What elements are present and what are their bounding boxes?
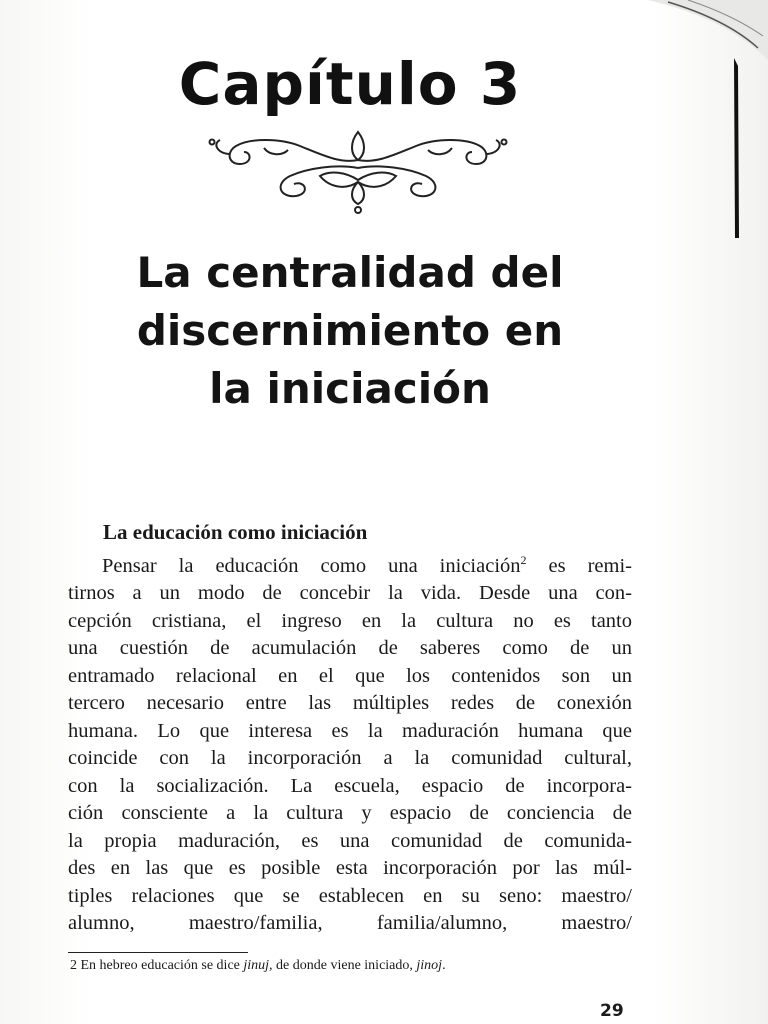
body-line: una cuestión de acumulación de saberes como de un — [68, 637, 632, 660]
section-heading: La educación como iniciación — [103, 520, 368, 544]
title-line: La centralidad del — [136, 248, 564, 297]
page-number: 29 — [600, 1001, 624, 1021]
body-line: tiples relaciones que se establecen en su seno: maestro/ — [68, 884, 632, 907]
body-text — [68, 547, 632, 938]
body-line: con la socialización. La escuela, espacio de incorpora- — [68, 774, 632, 797]
title-line: la iniciación — [209, 364, 491, 413]
body-line: tercero necesario entre las múltiples redes de conexión — [68, 692, 632, 715]
body-line: tirnos a un modo de concebir la vida. Desde una con- — [68, 582, 632, 605]
body-line: humana. Lo que interesa es la maduración humana que — [68, 719, 632, 742]
footnote: 2 En hebreo educación se dice jinuj, de donde viene iniciado, jinoj. — [70, 958, 446, 973]
body-line: la propia maduración, es una comunidad de comunida- — [68, 829, 632, 852]
chapter-title — [80, 244, 620, 418]
body-line: entramado relacional en el que los contenidos son un — [68, 664, 632, 687]
footnote-reference: 2 — [520, 553, 527, 567]
body-line: ción consciente a la cultura y espacio de conciencia de — [68, 802, 632, 825]
footnote-rule — [68, 952, 248, 953]
title-line: discernimiento en — [136, 306, 564, 355]
body-line: cepción cristiana, el ingreso en la cultura no es tanto — [68, 609, 632, 632]
body-line: alumno, maestro/familia, familia/alumno, maestro/ — [68, 912, 632, 935]
body-line: des en las que es posible esta incorporación por las múl- — [68, 857, 632, 880]
body-line: Pensar la educación como una iniciación$^2$ es remi- — [102, 553, 632, 577]
ornament-flourish-icon — [200, 124, 516, 216]
page-edge-shadow — [732, 58, 740, 238]
body-line: coincide con la incorporación a la comunidad cultural, — [68, 747, 632, 770]
chapter-label: Capítulo 3 — [178, 50, 522, 118]
